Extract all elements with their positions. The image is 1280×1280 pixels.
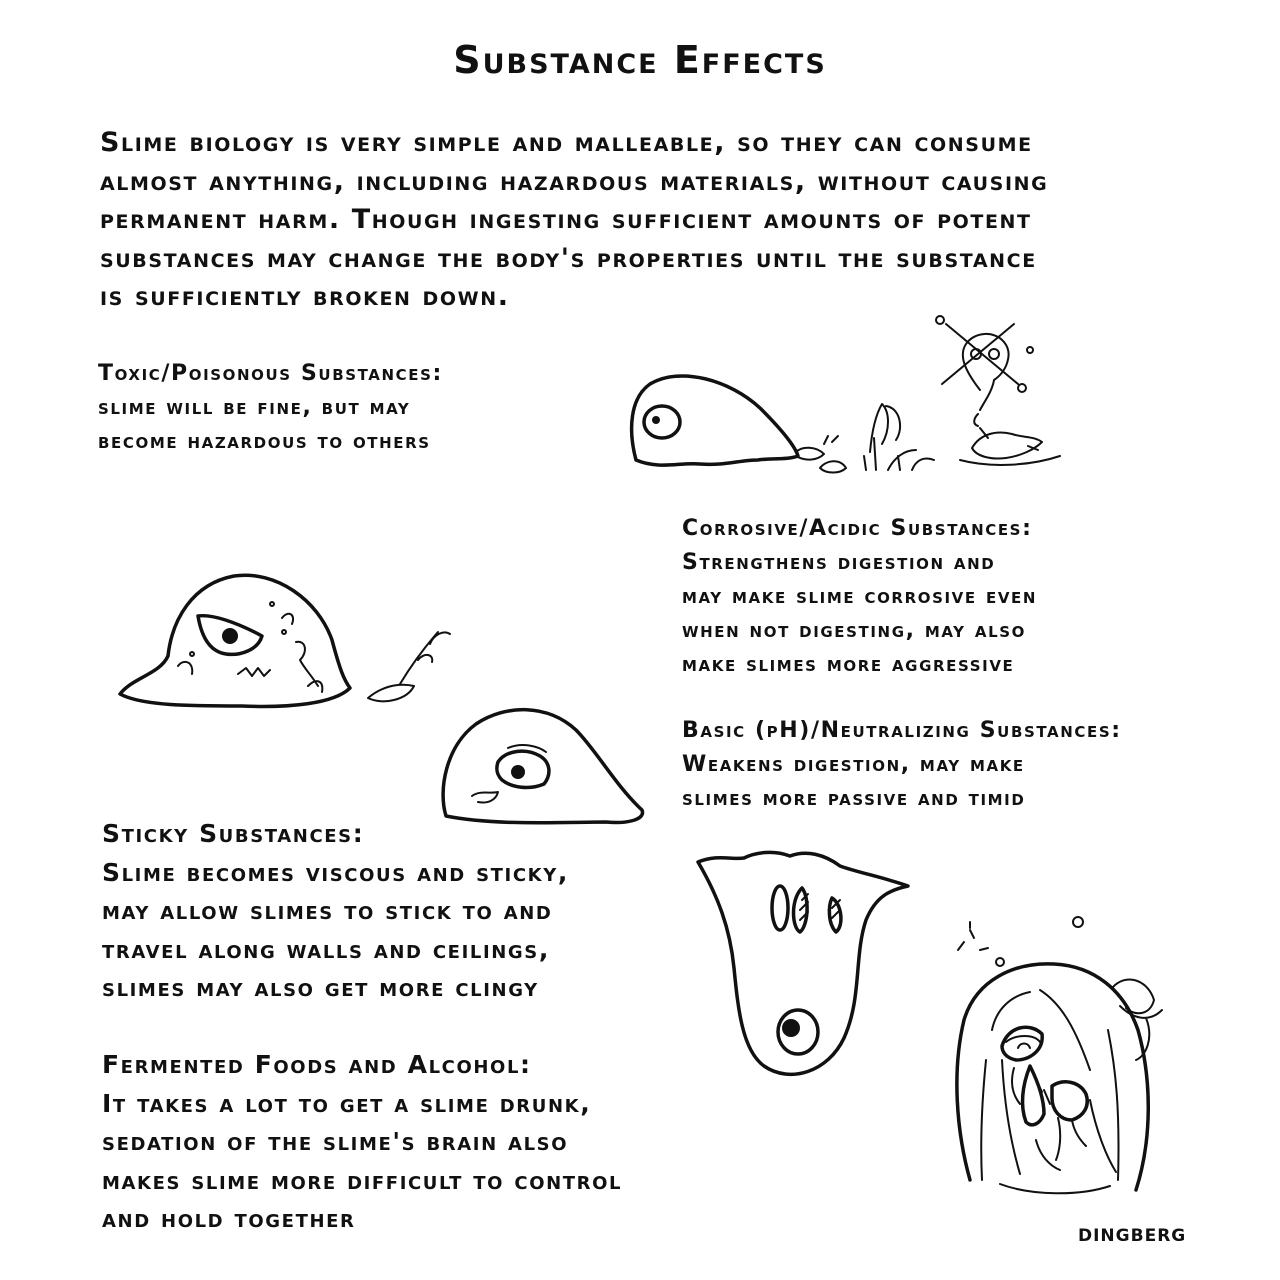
- intro-line: permanent harm. Though ingesting sufficient amounts of potent: [100, 204, 1032, 235]
- sticky-line: slimes may also get more clingy: [102, 973, 539, 1002]
- basic-line: slimes more passive and timid: [682, 786, 1026, 811]
- intro-paragraph: [100, 124, 1190, 317]
- page-title: Substance Effects: [453, 38, 827, 82]
- sticky-heading: Sticky Substances:: [102, 819, 365, 848]
- corrosive-heading: Corrosive/Acidic Substances:: [682, 516, 1033, 541]
- corrosive-line: may make slime corrosive even: [682, 584, 1038, 609]
- ferment-line: and hold together: [102, 1204, 356, 1233]
- toxic-line: slime will be fine, but may: [98, 395, 411, 420]
- toxic-section: [98, 357, 443, 459]
- sticky-line: travel along walls and ceilings,: [102, 934, 550, 964]
- corrosive-line: when not digesting, may also: [682, 618, 1026, 643]
- intro-line: Slime biology is very simple and malleable, so they can consume: [100, 127, 1033, 158]
- ferment-line: makes slime more difficult to control: [102, 1165, 623, 1195]
- intro-line: is sufficiently broken down.: [100, 281, 510, 312]
- ferment-heading: Fermented Foods and Alcohol:: [102, 1050, 532, 1079]
- toxic-heading: Toxic/Poisonous Substances:: [98, 361, 443, 386]
- intro-line: substances may change the body's properties until the substance: [100, 242, 1037, 274]
- ferment-section: [102, 1046, 622, 1239]
- artist-signature: DINGBERG: [1078, 1226, 1187, 1246]
- sticky-section: [102, 815, 569, 1008]
- toxic-slime-illustration: [620, 310, 1100, 485]
- basic-heading: Basic (pH)/Neutralizing Substances:: [682, 718, 1122, 743]
- corrosive-line: Strengthens digestion and: [682, 550, 996, 575]
- basic-line: Weakens digestion, may make: [682, 752, 1025, 777]
- corrosive-section: [682, 512, 1037, 682]
- corrosive-line: make slimes more aggressive: [682, 652, 1015, 677]
- ferment-line: It takes a lot to get a slime drunk,: [102, 1088, 592, 1118]
- sticky-line: may allow slimes to stick to and: [102, 896, 553, 925]
- basic-section: [682, 714, 1122, 816]
- toxic-line: become hazardous to others: [98, 429, 431, 454]
- intro-line: almost anything, including hazardous materials, without causing: [100, 165, 1049, 197]
- ferment-line: sedation of the slime's brain also: [102, 1127, 569, 1156]
- drunk-slime-girl-illustration: [940, 910, 1180, 1210]
- corrosive-slime-illustration: [112, 570, 462, 720]
- sticky-line: Slime becomes viscous and sticky,: [102, 857, 569, 887]
- sticky-slime-illustration: [694, 848, 914, 1088]
- basic-slime-illustration: [436, 700, 661, 830]
